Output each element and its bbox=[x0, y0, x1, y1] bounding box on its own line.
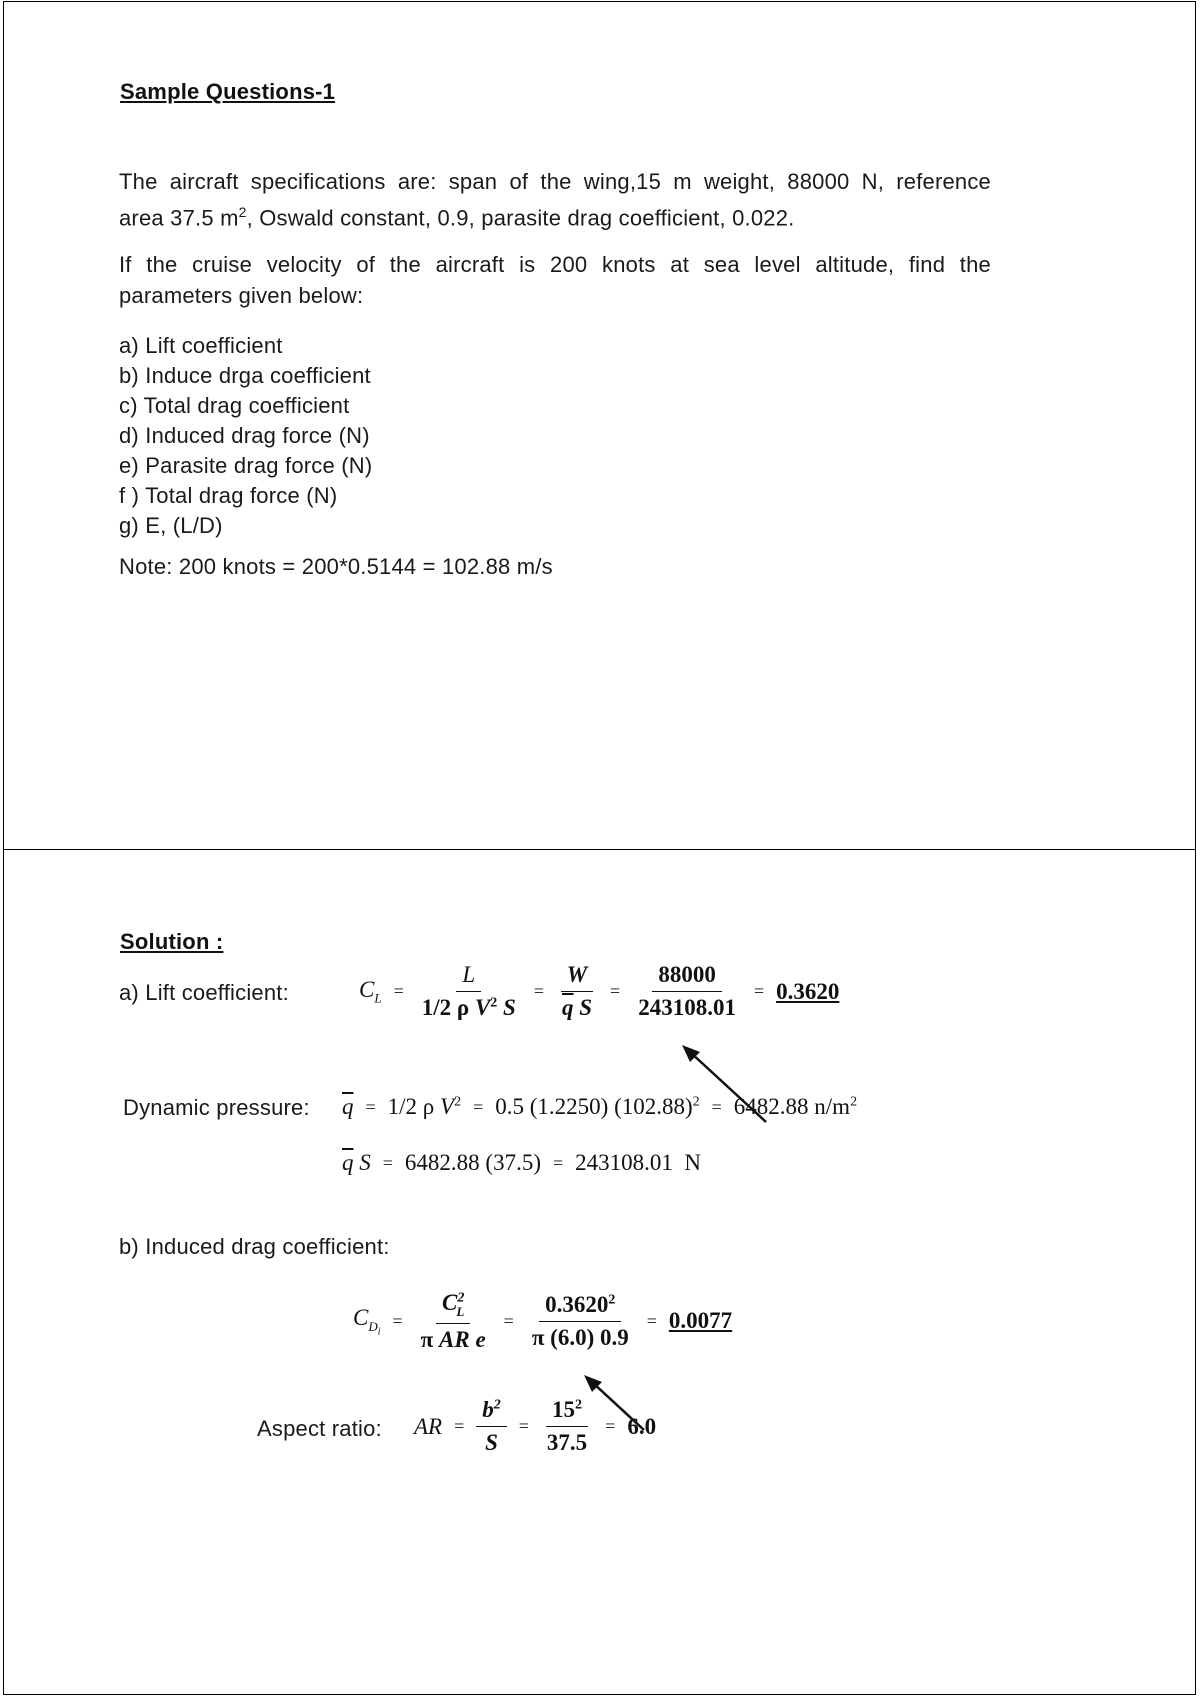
solution-title: Solution : bbox=[120, 929, 224, 954]
dynamic-pressure-result: 6482.88 bbox=[733, 1094, 809, 1119]
question-paragraph-1-line-2: area 37.5 $m^2$, Oswald constant, 0.9, parasite drag coefficient, 0.022. bbox=[119, 204, 795, 231]
question-item: e) Parasite drag force (N) bbox=[119, 453, 373, 478]
lift-coefficient-equation: $C_L$ = $\frac{L}{1/2 \rho V^2 S}$ = $\frac{W}{\overline{q} S}$ = $\frac{88000}{243108.01}$ = 0.3620 bbox=[359, 962, 840, 1020]
question-item: f ) Total drag force (N) bbox=[119, 483, 338, 508]
question-item: c) Total drag coefficient bbox=[119, 393, 350, 418]
induced-drag-result: 0.0077 bbox=[668, 1308, 733, 1334]
solution-slide bbox=[3, 849, 1196, 1695]
question-item: a) Lift coefficient bbox=[119, 333, 283, 358]
question-item: g) E, (L/D) bbox=[119, 513, 223, 538]
question-item-list bbox=[119, 333, 372, 543]
question-item: d) Induced drag force (N) bbox=[119, 423, 370, 448]
aspect-ratio-equation: AR = $\frac{b^2}{S}$ = $\frac{15^2}{37.5}$ = 6.0 bbox=[414, 1397, 657, 1455]
q-times-s-result: 243108.01 bbox=[575, 1150, 673, 1175]
question-item: b) Induce drga coefficient bbox=[119, 363, 371, 388]
conversion-note: Note: 200 knots = 200*0.5144 = 102.88 m/s bbox=[119, 554, 553, 579]
aspect-ratio-result: 6.0 bbox=[627, 1413, 657, 1439]
question-slide bbox=[3, 1, 1196, 850]
q-times-s-equation: $\overline{q}$ S = 6482.88 (37.5) = 243108.01 N bbox=[342, 1150, 702, 1175]
question-title: Sample Questions-1 bbox=[120, 79, 336, 104]
dynamic-pressure-equation: $\overline{q}$ = 1/2 ρ $V^2$ = 0.5 (1.2250) $(102.88)^2$ = 6482.88 $n/m^2$ bbox=[342, 1094, 858, 1119]
induced-drag-equation: $C_{D_i}$ = $\frac{C^2_L}{\text{π AR e}}$ = $\frac{0.3620^2}{\pi (6.0) 0.9}$ = 0.0077 bbox=[353, 1290, 733, 1352]
question-paragraph-1 bbox=[119, 166, 991, 233]
question-paragraph-2-line-2: parameters given below: bbox=[119, 283, 364, 308]
lift-coefficient-label: a) Lift coefficient: bbox=[119, 980, 289, 1005]
question-paragraph-1-line-1: The aircraft specifications are: span of the wing,15 m weight, 88000 N, reference bbox=[119, 169, 991, 194]
question-paragraph-2 bbox=[119, 249, 991, 311]
question-paragraph-2-line-1: If the cruise velocity of the aircraft is 200 knots at sea level altitude, find the bbox=[119, 252, 991, 277]
induced-drag-label: b) Induced drag coefficient: bbox=[119, 1234, 390, 1259]
dynamic-pressure-label: Dynamic pressure: bbox=[123, 1095, 310, 1120]
aspect-ratio-label: Aspect ratio: bbox=[257, 1416, 382, 1441]
lift-coefficient-result: 0.3620 bbox=[776, 978, 840, 1004]
